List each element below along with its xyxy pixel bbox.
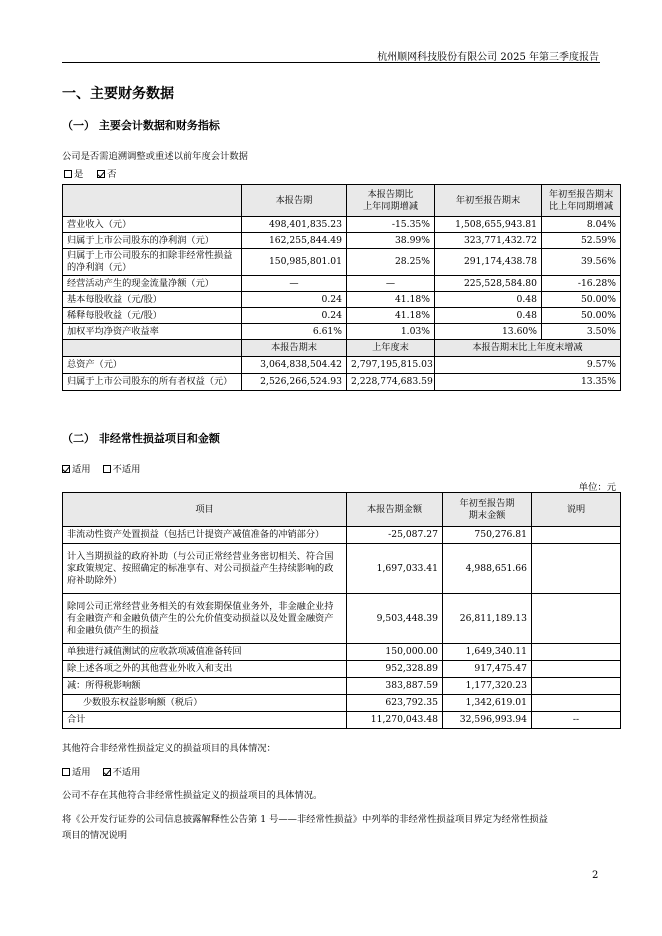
- table-cell: 52.59%: [542, 233, 621, 249]
- definition-note-line2: 项目的情况说明: [62, 830, 128, 841]
- row-label: 归属于上市公司股东的扣除非经常性损益的净利润（元）: [63, 249, 242, 276]
- table-cell: 498,401,835.23: [242, 217, 347, 233]
- table-cell: [532, 678, 621, 695]
- table-cell: 6.61%: [242, 324, 347, 340]
- table-cell: [532, 661, 621, 678]
- table-cell: 952,328.89: [347, 661, 443, 678]
- table-cell: 0.48: [435, 292, 542, 308]
- row-label: 归属于上市公司股东的所有者权益（元）: [63, 374, 242, 391]
- table-cell: 11,270,043.48: [347, 712, 443, 729]
- table-cell: 383,887.59: [347, 678, 443, 695]
- table-cell: -25,087.27: [347, 527, 443, 544]
- table-row: [63, 712, 621, 729]
- table-row: [63, 594, 621, 644]
- table-cell: 50.00%: [542, 292, 621, 308]
- table-cell: 323,771,432.72: [435, 233, 542, 249]
- row-label: 计入当期损益的政府补助（与公司正常经营业务密切相关、符合国家政策规定、按照确定的标准享有、对公司损益产生持续影响的政府补助除外）: [63, 544, 347, 594]
- column-header: 本报告期末: [242, 340, 347, 357]
- page-number: 2: [592, 870, 599, 881]
- row-label: 除上述各项之外的其他营业外收入和支出: [63, 661, 347, 678]
- table-cell: [532, 644, 621, 661]
- table-row: [63, 544, 621, 594]
- table-cell: [532, 544, 621, 594]
- table-cell: 50.00%: [542, 308, 621, 324]
- table-row: [63, 695, 621, 712]
- column-header: 本报告期末比上年度末增减: [435, 340, 621, 357]
- table-cell: 3,064,838,504.42: [242, 357, 347, 374]
- option-apply-label: 适用: [72, 464, 91, 475]
- option-other-not-apply-label: 不适用: [112, 767, 141, 778]
- section-title: 一、主要财务数据: [62, 86, 174, 102]
- column-header: 本报告期: [242, 185, 347, 217]
- row-label: 加权平均净资产收益率: [63, 324, 242, 340]
- row-label: 归属于上市公司股东的净利润（元）: [63, 233, 242, 249]
- column-header: 年初至报告期末 比上年同期增减: [542, 185, 621, 217]
- table-cell: [532, 695, 621, 712]
- non-recurring-items-table: [62, 492, 621, 729]
- checkbox-other-apply[interactable]: [62, 768, 70, 776]
- row-label: 基本每股收益（元/股）: [63, 292, 242, 308]
- table-cell: 38.99%: [347, 233, 435, 249]
- table-cell: —: [242, 276, 347, 292]
- table-cell: 1,177,320.23: [443, 678, 532, 695]
- table-cell: 2,526,266,524.93: [242, 374, 347, 391]
- row-label: 减：所得税影响额: [63, 678, 347, 695]
- table-cell: 150,000.00: [347, 644, 443, 661]
- table-cell: 0.24: [242, 308, 347, 324]
- row-label: 非流动性资产处置损益（包括已计提资产减值准备的冲销部分）: [63, 527, 347, 544]
- row-label: 少数股东权益影响额（税后）: [63, 695, 347, 712]
- table-cell: 32,596,993.94: [443, 712, 532, 729]
- option-no-label: 否: [107, 169, 117, 180]
- table-cell: 162,255,844.49: [242, 233, 347, 249]
- other-items-options: [62, 764, 140, 778]
- table-row: [63, 324, 621, 340]
- table-cell: 39.56%: [542, 249, 621, 276]
- table-cell: 41.18%: [347, 308, 435, 324]
- column-header: 上年度末: [347, 340, 435, 357]
- column-header: 年初至报告期 期末金额: [443, 493, 532, 527]
- table-row: [63, 292, 621, 308]
- table-cell: 13.35%: [435, 374, 621, 391]
- row-label: 营业收入（元）: [63, 217, 242, 233]
- definition-note-line1: 将《公开发行证券的公司信息披露解释性公告第 1 号——非经常性损益》中列举的非经常性损益项目界定为经常性损益: [62, 814, 548, 825]
- table-cell: 917,475.47: [443, 661, 532, 678]
- column-header: 本报告期比 上年同期增减: [347, 185, 435, 217]
- table-row: [63, 374, 621, 391]
- table-row: [63, 233, 621, 249]
- option-other-apply-label: 适用: [72, 767, 91, 778]
- key-financial-data-table: [62, 184, 621, 391]
- table-row: [63, 644, 621, 661]
- table-cell: 9.57%: [435, 357, 621, 374]
- table-cell: [532, 594, 621, 644]
- column-header: [63, 340, 242, 357]
- unit-label: 单位：元: [578, 482, 616, 493]
- table-cell: 1,508,655,943.81: [435, 217, 542, 233]
- table-cell: 1,697,033.41: [347, 544, 443, 594]
- row-label: 稀释每股收益（元/股）: [63, 308, 242, 324]
- table-cell: 2,797,195,815.03: [347, 357, 435, 374]
- row-label: 合计: [63, 712, 347, 729]
- table-row: [63, 357, 621, 374]
- subsection-title-non-recurring: （二） 非经常性损益项目和金额: [62, 432, 220, 445]
- table-row: [63, 661, 621, 678]
- table-cell: [532, 527, 621, 544]
- table-row: [63, 217, 621, 233]
- option-yes-label: 是: [74, 169, 84, 180]
- table-row: [63, 249, 621, 276]
- row-label: 经营活动产生的现金流量净额（元）: [63, 276, 242, 292]
- table-row: [63, 527, 621, 544]
- checkbox-apply[interactable]: [62, 465, 70, 473]
- checkbox-other-not-apply[interactable]: [103, 768, 111, 776]
- table-cell: 8.04%: [542, 217, 621, 233]
- table-cell: —: [347, 276, 435, 292]
- table-cell: -15.35%: [347, 217, 435, 233]
- table-cell: 291,174,438.78: [435, 249, 542, 276]
- checkbox-yes[interactable]: [64, 170, 72, 178]
- table-cell: 2,228,774,683.59: [347, 374, 435, 391]
- table-cell: 1,649,340.11: [443, 644, 532, 661]
- checkbox-no[interactable]: [97, 170, 105, 178]
- running-header: 杭州顺网科技股份有限公司 2025 年第三季度报告: [377, 52, 599, 63]
- table-cell: 150,985,801.01: [242, 249, 347, 276]
- table-cell: 225,528,584.80: [435, 276, 542, 292]
- checkbox-not-apply[interactable]: [103, 465, 111, 473]
- table-cell: 13.60%: [435, 324, 542, 340]
- table-cell: 3.50%: [542, 324, 621, 340]
- table-cell: 750,276.81: [443, 527, 532, 544]
- table-cell: 0.48: [435, 308, 542, 324]
- table-cell: 623,792.35: [347, 695, 443, 712]
- table-cell: 4,988,651.66: [443, 544, 532, 594]
- table-header-row: [63, 185, 621, 217]
- table-cell: 41.18%: [347, 292, 435, 308]
- table-cell: 26,811,189.13: [443, 594, 532, 644]
- header-divider: [62, 62, 600, 63]
- column-header: 年初至报告期末: [435, 185, 542, 217]
- table-cell: 1,342,619.01: [443, 695, 532, 712]
- restatement-options: [64, 166, 117, 180]
- table-cell: 0.24: [242, 292, 347, 308]
- column-header: 项目: [63, 493, 347, 527]
- table-cell: 9,503,448.39: [347, 594, 443, 644]
- table-row: [63, 678, 621, 695]
- column-header: [63, 185, 242, 217]
- table-cell: -16.28%: [542, 276, 621, 292]
- subsection-title-accounting-data: （一） 主要会计数据和财务指标: [62, 119, 220, 132]
- non-recurring-options: [62, 461, 140, 475]
- table-cell: 1.03%: [347, 324, 435, 340]
- restatement-question: 公司是否需追溯调整或重述以前年度会计数据: [62, 151, 248, 162]
- table-row: [63, 308, 621, 324]
- other-items-note: 其他符合非经常性损益定义的损益项目的具体情况：: [62, 743, 276, 754]
- option-not-apply-label: 不适用: [112, 464, 141, 475]
- row-label: 除同公司正常经营业务相关的有效套期保值业务外，非金融企业持有金融资产和金融负债产生的公允价值变动损益以及处置金融资产和金融负债产生的损益: [63, 594, 347, 644]
- table-cell: --: [532, 712, 621, 729]
- table-cell: 28.25%: [347, 249, 435, 276]
- row-label: 总资产（元）: [63, 357, 242, 374]
- table-header-row: [63, 340, 621, 357]
- no-other-items-statement: 公司不存在其他符合非经常性损益定义的损益项目的具体情况。: [62, 790, 323, 801]
- column-header: 本报告期金额: [347, 493, 443, 527]
- column-header: 说明: [532, 493, 621, 527]
- table-row: [63, 276, 621, 292]
- row-label: 单独进行减值测试的应收款项减值准备转回: [63, 644, 347, 661]
- table-header-row: [63, 493, 621, 527]
